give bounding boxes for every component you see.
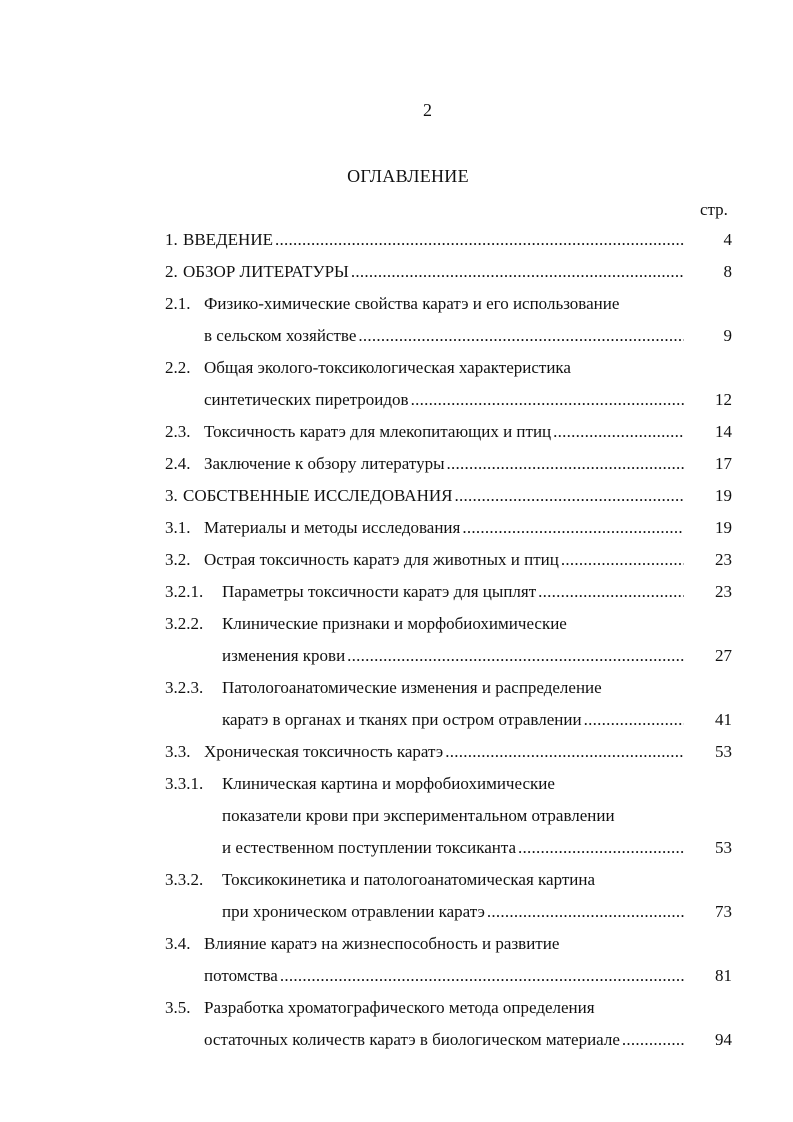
toc-entry-page: 12: [715, 390, 732, 409]
toc-entry-text: в сельском хозяйстве: [204, 326, 357, 345]
toc-entry-text: Токсикокинетика и патологоанатомическая картина: [222, 870, 596, 889]
toc-entry-page: 4: [723, 230, 732, 249]
toc-entry-line: [204, 1030, 684, 1050]
toc-entry-page: 73: [715, 902, 732, 921]
toc-entry-number: 3.2.: [165, 550, 191, 569]
dot-leader: [347, 646, 684, 666]
toc-entry: [0, 353, 793, 417]
dot-leader: [561, 550, 684, 570]
toc-entry-line: [222, 710, 684, 730]
toc-entry-number: 3.2.2.: [165, 614, 204, 633]
dot-leader: [280, 966, 684, 986]
toc-entry-line: [183, 486, 684, 506]
toc-entry-page: 17: [715, 454, 732, 473]
toc-entry-page: 9: [723, 326, 732, 345]
toc-entry-text: изменения крови: [222, 646, 346, 665]
toc-entry-text: ВВЕДЕНИЕ: [183, 230, 273, 249]
dot-leader: [518, 838, 684, 858]
toc-entry-text: Разработка хроматографического метода определения: [204, 998, 595, 1017]
toc-entry: [0, 481, 793, 513]
toc-entry-text: и естественном поступлении токсиканта: [222, 838, 517, 857]
toc-entry: [0, 577, 793, 609]
toc-entry-text: при хроническом отравлении каратэ: [222, 902, 485, 921]
toc-entry-number: 3.1.: [165, 518, 191, 537]
toc-entry-text: Влияние каратэ на жизнеспособность и развитие: [204, 934, 560, 953]
dot-leader: [454, 486, 684, 506]
dot-leader: [584, 710, 684, 730]
toc-entry-line: [222, 582, 684, 602]
toc-entry-text: Параметры токсичности каратэ для цыплят: [222, 582, 537, 601]
toc-entry-page: 19: [715, 486, 732, 505]
toc-entry-number: 3.3.1.: [165, 774, 204, 793]
toc-entry-text: синтетических пиретроидов: [204, 390, 409, 409]
toc-entry-number: 3.3.: [165, 742, 191, 761]
toc-entry-line: [204, 454, 684, 474]
toc-entry-page: 94: [715, 1030, 732, 1049]
dot-leader: [351, 262, 684, 282]
toc-entry-page: 14: [715, 422, 732, 441]
toc-entry-number: 3.3.2.: [165, 870, 204, 889]
dot-leader: [538, 582, 684, 602]
toc-entry-text: Физико-химические свойства каратэ и его использование: [204, 294, 620, 313]
toc-entry-line: [204, 742, 684, 762]
toc-entry-line: [222, 902, 684, 922]
toc-entry: [0, 225, 793, 257]
toc-entry: [0, 417, 793, 449]
dot-leader: [447, 454, 684, 474]
toc-entry-page: 81: [715, 966, 732, 985]
toc-entry-line: [222, 646, 684, 666]
toc-entry-text: Патологоанатомические изменения и распределение: [222, 678, 602, 697]
toc-entry-number: 2.3.: [165, 422, 191, 441]
toc-entry-number: 3.5.: [165, 998, 191, 1017]
dot-leader: [275, 230, 684, 250]
toc-entry-number: 3.4.: [165, 934, 191, 953]
toc-entry-text: ОБЗОР ЛИТЕРАТУРЫ: [183, 262, 349, 281]
toc-entry-text: каратэ в органах и тканях при остром отравлении: [222, 710, 582, 729]
toc-entry-line: [204, 518, 684, 538]
page-column-header: стр.: [700, 200, 728, 219]
toc-entry-text: Клиническая картина и морфобиохимические: [222, 774, 555, 793]
dot-leader: [358, 326, 684, 346]
toc-entry-text: остаточных количеств каратэ в биологическом материале: [204, 1030, 620, 1049]
toc-entry-text: показатели крови при экспериментальном отравлении: [222, 806, 615, 825]
toc-entry: [0, 513, 793, 545]
toc-entry-page: 8: [723, 262, 732, 281]
toc-entry-text: Хроническая токсичность каратэ: [204, 742, 444, 761]
toc-entry-text: Общая эколого-токсикологическая характеристика: [204, 358, 571, 377]
toc-entry-page: 23: [715, 582, 732, 601]
toc-entry-page: 41: [715, 710, 732, 729]
toc-entry-page: 23: [715, 550, 732, 569]
toc-entry-number: 1.: [165, 230, 178, 249]
toc-entry: [0, 929, 793, 993]
toc-entry: [0, 257, 793, 289]
page-number: 2: [423, 100, 432, 120]
toc-entry: [0, 289, 793, 353]
toc-entry: [0, 449, 793, 481]
toc-entry-text: Острая токсичность каратэ для животных и птиц: [204, 550, 559, 569]
toc-entry-line: [183, 262, 684, 282]
toc-entry: [0, 865, 793, 929]
toc-entry: [0, 737, 793, 769]
toc-entry-number: 3.2.1.: [165, 582, 204, 601]
toc-entry: [0, 993, 793, 1057]
toc-entry-number: 2.: [165, 262, 178, 281]
dot-leader: [445, 742, 684, 762]
toc-entry-page: 19: [715, 518, 732, 537]
toc-entry-line: [204, 326, 684, 346]
toc-entry-number: 2.2.: [165, 358, 191, 377]
toc-entry-number: 2.4.: [165, 454, 191, 473]
toc-entry-line: [204, 966, 684, 986]
toc-entry-text: СОБСТВЕННЫЕ ИССЛЕДОВАНИЯ: [183, 486, 453, 505]
toc-entry-page: 53: [715, 838, 732, 857]
toc-entry-line: [204, 422, 684, 442]
toc-entry-line: [183, 230, 684, 250]
dot-leader: [411, 390, 684, 410]
dot-leader: [462, 518, 684, 538]
toc-entry-number: 3.2.3.: [165, 678, 204, 697]
toc-entry-page: 27: [715, 646, 732, 665]
toc-entry-line: [204, 550, 684, 570]
toc-entry-number: 2.1.: [165, 294, 191, 313]
toc-entry-text: Материалы и методы исследования: [204, 518, 461, 537]
toc-entry-line: [204, 390, 684, 410]
toc-entry: [0, 545, 793, 577]
toc-entry-text: Токсичность каратэ для млекопитающих и птиц: [204, 422, 552, 441]
dot-leader: [622, 1030, 684, 1050]
dot-leader: [487, 902, 684, 922]
toc-entry: [0, 769, 793, 865]
toc-title: ОГЛАВЛЕНИЕ: [347, 166, 469, 186]
toc-entry: [0, 673, 793, 737]
toc-entry-text: Клинические признаки и морфобиохимические: [222, 614, 567, 633]
toc-entry-line: [222, 838, 684, 858]
toc-entry-text: потомства: [204, 966, 278, 985]
toc-entry: [0, 609, 793, 673]
dot-leader: [553, 422, 684, 442]
toc-entry-text: Заключение к обзору литературы: [204, 454, 445, 473]
toc-entry-number: 3.: [165, 486, 178, 505]
toc-entry-page: 53: [715, 742, 732, 761]
